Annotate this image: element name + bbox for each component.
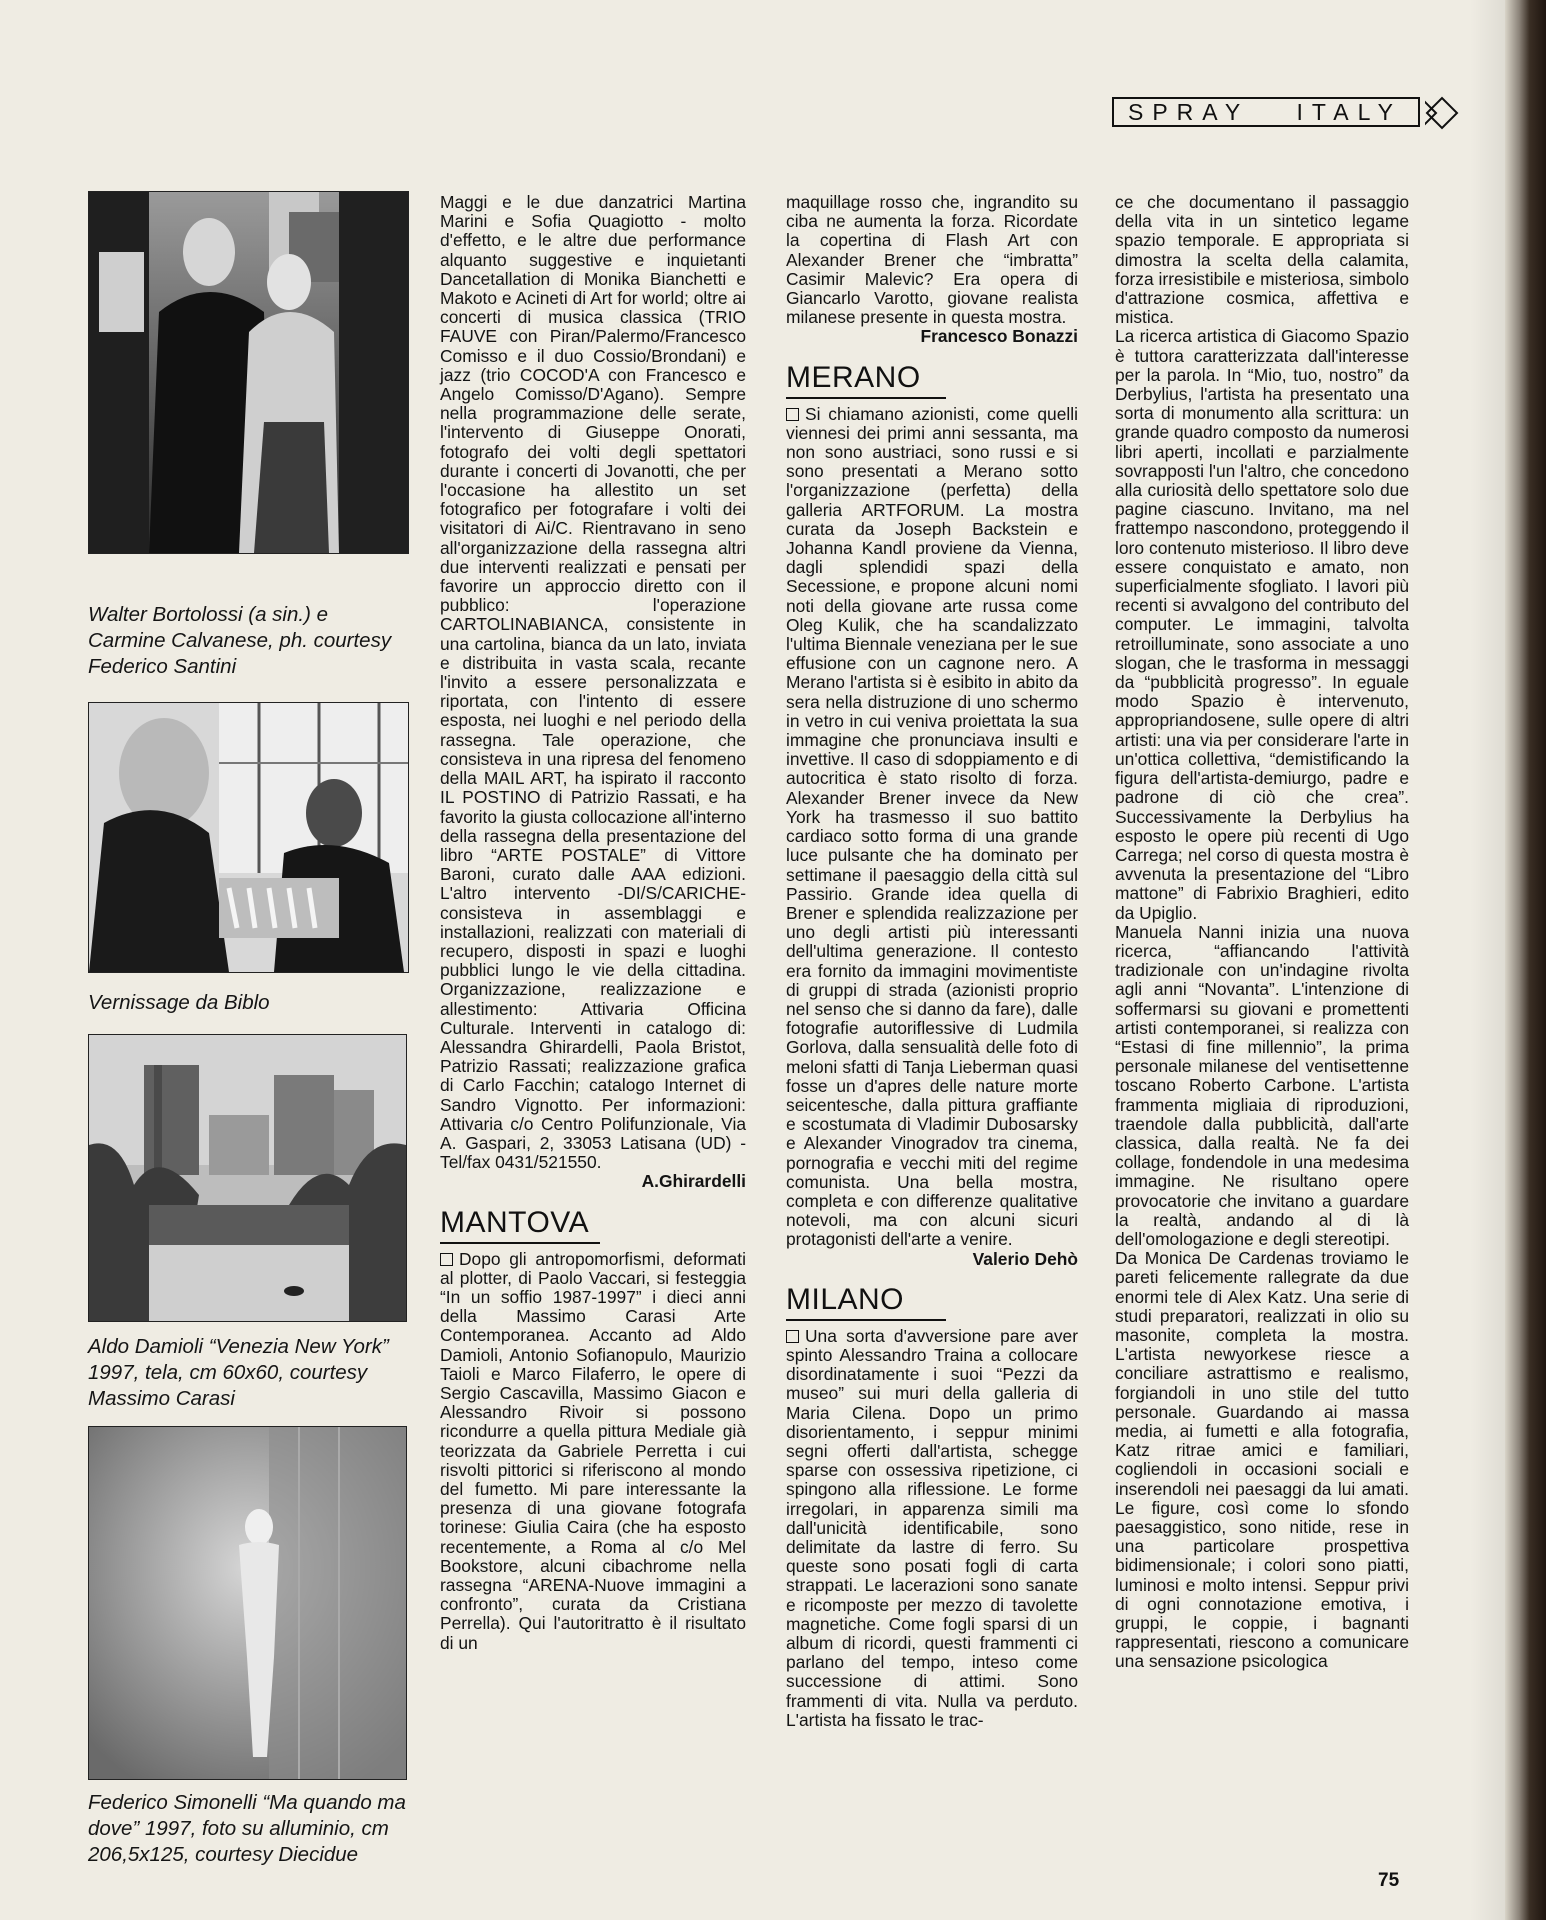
col2-paragraph-2-text: Dopo gli antropomorfismi, deformati al plotter, di Paolo Vaccari, si festeggia “In un soffio 1987-1997” i dieci anni della Massimo Carasi Arte Contemporanea. Accanto ad Aldo Damioli, Antonio Sofianopulo, Maurizio Taioli e Marco Filaferro, le opere di Sergio Cascavilla, Massimo Giacon e Alessandro Rivoir si possono ricondurre a quella pittura Mediale già teorizzata da Gabriele Perretta i cui risvolti pittorici si riferiscono al mondo del fumetto. Mi pare interessante la presenza di una giovane fotografa torinese: Giulia Caira (che ha esposto recentemente, a Roma al c/o Mel Bookstore, alcuni cibachrome nella rassegna “ARENA-Nuove immagini a confronto”, curata da Cristiana Perrella). Qui l'autoritratto è il risultato di un — [440, 1248, 746, 1653]
col2-paragraph-1: Maggi e le due danzatrici Martina Marini e Sofia Quagiotto - molto d'effetto, e le altre due performance alquanto suggestive e inquietanti Dancetallation di Monika Bianchetti e Makoto e Acineti di Art for world; oltre ai concerti di musica classica (TRIO FAUVE con Piran/Palermo/Francesco Comisso e il duo Cossio/Brondani) e jazz (trio COCOD'A con Francesco e Angelo Comisso/D'Agano). Sempre nella programmazione delle serate, l'intervento di Giuseppe Onorati, fotografo dei volti degli spettatori durante i concerti di Jovanotti, che per l'occasione ha allestito un set fotografico per fotografare i volti dei visitatori di Ai/C. Rientravano in seno all'organizzazione della rassegna altri due interventi realizzati e pensati per favorire un approccio diretto con il pubblico: l'operazione CARTOLINABIANCA, consistente in una cartolina, bianca da un lato, inviata e distribuita in vasta scala, recante l'invito a essere personalizzata e riportata, con l'intento di essere esposta, nei luoghi e nel periodo della rassegna. Tale operazione, che consisteva in una ripresa del fenomeno della MAIL ART, ha ispirato il racconto IL POSTINO di Patrizio Rassati, e ha favorito la giusta collocazione all'interno della rassegna della presentazione del libro “ARTE POSTALE” di Vittore Baroni, curato dalle AAA edizioni. L'altro intervento -DI/S/CARICHE- consisteva in assemblaggi e installazioni, realizzati con materiali di recupero, disposti in spazi e luoghi pubblici lungo le vie della cittadina. Organizzazione, realizzazione e allestimento: Attivaria Officina Culturale. Interventi in catalogo di: Alessandra Ghirardelli, Paola Bristot, Patrizio Rassati; realizzazione grafica di Carlo Facchin; catalogo Internet di Sandro Vignotto. Per informazioni: Attivaria c/o Centro Polifunzionale, Via A. Gaspari, 2, 33053 Latisana (UD) - Tel/fax 0431/521550. — [440, 192, 746, 1173]
col3-paragraph-3-text: Una sorta d'avversione pare aver spinto Alessandro Traina a collocare disordinatamente i suoi “Pezzi da museo” sui muri della galleria di Maria Cilena. Dopo un primo disorientamento, i seppur minimi segni offerti dall'artista, schegge sparse con ossessiva ripetizione, ci spingono alla riflessione. Le forme irregolari, in apparenza simili ma dall'unicità identificabile, sono delimitate da lastre di ferro. Su queste sono posati fogli di carta strappati. Le lacerazioni sono sanate e ricomposte per mezzo di tavolette magnetiche. Come fogli sparsi di un album di ricordi, questi frammenti ci parlano del tempo, inteso come successione di attimi. Sono frammenti di vita. Nulla va perduto. L'artista ha fissato le trac- — [786, 1325, 1078, 1730]
header-word-italy: ITALY — [1296, 98, 1402, 125]
section-header — [1112, 97, 1420, 127]
column-4 — [1115, 193, 1409, 1672]
header-word-spray: SPRAY — [1128, 98, 1250, 125]
photo-vernissage — [88, 702, 409, 973]
col4-paragraph-1: ce che documentano il passaggio della vita in un sintetico legame spazio temporale. E appropriata si dimostra la scelta della calamita, forza irresistibile e misteriosa, simbolo d'attrazione cosmica, affettiva e mistica. — [1115, 192, 1409, 328]
caption-photo-4: Federico Simonelli “Ma quando ma dove” 1997, foto su alluminio, cm 206,5x125, courtesy Diecidue — [88, 1791, 406, 1866]
col3-paragraph-1: maquillage rosso che, ingrandito su ciba ne aumenta la forza. Ricordate la copertina di Flash Art con Alexander Brener che “imbratta” Casimir Malevic? Era opera di Giancarlo Varotto, giovane realista milanese presente in questa mostra. — [786, 192, 1078, 328]
adjacent-page-edge — [1505, 0, 1546, 1920]
photo-simonelli — [88, 1426, 407, 1780]
checkbox-bullet-icon — [786, 1330, 799, 1343]
col2-byline: A.Ghirardelli — [641, 1171, 746, 1192]
col3-byline-2: Valerio Dehò — [972, 1248, 1078, 1269]
col4-paragraph-2: La ricerca artistica di Giacomo Spazio è tuttora caratterizzata dall'interesse per la parola. In “Mio, tuo, nostro” da Derbylius, l'artista ha presentato una sorta di monumento alla scrittura: un grande quadro composto da numerosi libri aperti, incollati e parzialmente sovrapposti l'un l'altro, che concedono alla curiosità dello spettatore solo due pagine ciascuno. Invitano, ma nel frattempo nascondono, proteggendo il loro contenuto misterioso. Il libro deve essere conquistato e amato, non superficialmente sfogliato. I lavori più recenti si avvalgono del contributo del computer. Le immagini, talvolta retroilluminate, sono associate a uno slogan, che le trasforma in messaggi da “pubblicità progresso”. In eguale modo Spazio è intervenuto, appropriandosene, sulle opere di altri artisti: una via per considerare l'arte in un'ottica collettiva, “demistificando la figura dell'artista-demiurgo, padre e padrone di ciò che crea”. Successivamente la Derbylius ha esposto le opere più recenti di Ugo Carrega; nel corso di questa mostra è avvenuta la presentazione del “Libro mattone” di Fabrixio Braghieri, edito da Upiglio. — [1115, 326, 1409, 923]
photo-walter-carmine — [88, 191, 409, 554]
header-diamond-icon — [1425, 96, 1459, 130]
section-title-merano: MERANO — [786, 361, 946, 399]
caption-photo-2: Vernissage da Biblo — [88, 991, 270, 1014]
column-2 — [440, 193, 746, 1653]
col4-paragraph-3: Manuela Nanni inizia una nuova ricerca, “affiancando l'attività tradizionale con un'indagine rivolta agli anni “Novanta”. L'intenzione di soffermarsi su giovani e promettenti artisti contemporanei, si realizza con “Estasi di fine millennio”, la prima personale milanese del ventisettenne toscano Roberto Carbone. L'artista frammenta migliaia di riproduzioni, traendole dalla pubblicità, dall'arte classica, dalla realtà. Ne fa dei collage, fondendole in una medesima immagine. Ne risultano opere provocatorie che invitano a guardare la realtà, andando al di là dell'omologazione e degli stereotipi. — [1115, 921, 1409, 1249]
checkbox-bullet-icon — [786, 408, 799, 421]
caption-photo-1: Walter Bortolossi (a sin.) e Carmine Calvanese, ph. courtesy Federico Santini — [88, 603, 392, 678]
page-shadow — [1470, 0, 1510, 1920]
col4-paragraph-4: Da Monica De Cardenas troviamo le pareti felicemente rallegrate da due enormi tele di Alex Katz. Una serie di studi preparatori, realizzati in olio su masonite, completa la mostra. L'artista newyorkese riesce a conciliare astrattismo e realismo, forgiandoli in uno stile del tutto personale. Guardando ai massa media, ai fumetti e alla fotografia, Katz ritrae amici e familiari, cogliendoli in occasioni sociali e inserendoli nei paesaggi da lui amati. Le figure, così come lo sfondo paesaggistico, sono nitide, rese in una particolare prospettiva bidimensionale; i colori sono piatti, luminosi e molto intensi. Seppur privi di ogni connotazione emotiva, i gruppi, le coppie, i bagnanti rappresentati, riescono a comunicare una sensazione psicologica — [1115, 1248, 1409, 1672]
col3-byline-1: Francesco Bonazzi — [920, 326, 1078, 347]
col3-paragraph-2-text: Si chiamano azionisti, come quelli viennesi dei primi anni sessanta, ma non sono austriaci, sono russi e si sono presentati a Merano sotto l'organizzazione (perfetta) della galleria ARTFORUM. La mostra curata da Joseph Backstein e Johanna Kandl proviene da Vienna, dagli splendidi spazi della Secessione, e propone alcuni nomi noti della giovane arte russa come Oleg Kulik, che ha scandalizzato l'ultima Biennale veneziana per le sue effusione con un cagnone nero. A Merano l'artista si è esibito in abito da sera nella distruzione di uno schermo in vetro in cui veniva proiettata la sua immagine che pronunciava insulti e invettive. Il caso di sdoppiamento e di autocritica è stato risolto di forza. Alexander Brener invece da New York ha trasmesso il suo battito cardiaco sotto forma di una grande luce pulsante che ha dominato per settimane il paesaggio della città sul Passirio. Grande idea quella di Brener e splendida realizzazione per uno degli artisti più interessanti dell'ultima generazione. Il contesto era fornito da immagini movimentiste di gruppi di strada (azionisti proprio nel senso che si danno da fare), dalle fotografie autoriflessive di Ludmila Gorlova, dalla sensualità delle foto di meloni sfatti di Tanja Lieberman quasi fosse un d'apres delle nature morte seicentesche, dalla pittura graffiante e scostumata di Vladimir Dubosarsky e Alexander Vinogradov tra cinema, pornografia e vecchi miti del regime comunista. Una bella mostra, completa e con differenze qualitative notevoli, ma con alcuni sicuri protagonisti dell'arte a venire. — [786, 403, 1078, 1250]
col2-paragraph-2 — [440, 1250, 746, 1653]
checkbox-bullet-icon — [440, 1253, 453, 1266]
photo-venezia-new-york — [88, 1034, 407, 1322]
column-3 — [786, 193, 1078, 1730]
caption-photo-3: Aldo Damioli “Venezia New York” 1997, tela, cm 60x60, courtesy Massimo Carasi — [88, 1335, 389, 1410]
col3-paragraph-3 — [786, 1327, 1078, 1730]
col3-paragraph-2 — [786, 405, 1078, 1250]
section-title-mantova: MANTOVA — [440, 1206, 600, 1244]
section-title-milano: MILANO — [786, 1283, 946, 1321]
page-number: 75 — [1378, 1870, 1400, 1891]
